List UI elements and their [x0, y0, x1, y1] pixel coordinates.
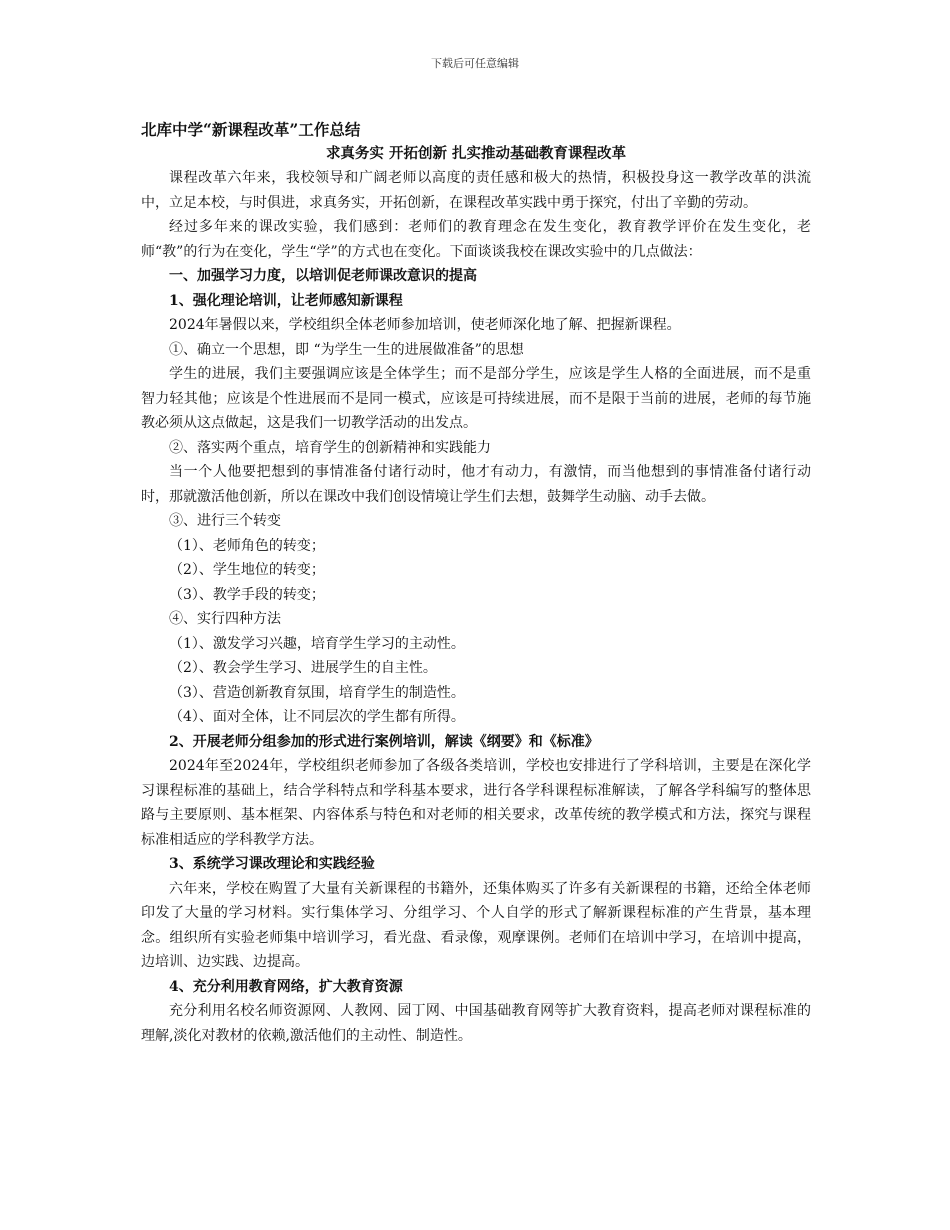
- list-item: （3）、教学手段的转变；: [169, 586, 325, 603]
- paragraph: ②、落实两个重点，培育学生的创新精神和实践能力: [169, 439, 491, 456]
- paragraph: 当一个人他要把想到的事情准备付诸行动时，他才有动力，有激情，而当他想到的事情准备付诸行动时，那就激活他创新，所以在课改中我们创设情境让学生们去想，鼓舞学生动脑、动手去做。: [141, 464, 811, 505]
- list-item: （1）、激发学习兴趣，培育学生学习的主动性。: [169, 635, 465, 652]
- subsection-heading: 3、系统学习课改理论和实践经验: [169, 856, 375, 872]
- document-subtitle: 求真务实 开拓创新 扎实推动基础教育课程改革: [325, 145, 627, 162]
- subsection-heading: 2、开展老师分组参加的形式进行案例培训，解读《纲要》和《标准》: [169, 733, 599, 750]
- paragraph: 2024年至2024年，学校组织老师参加了各级各类培训，学校也安排进行了学科培训，主要是在深化学习课程标准的基础上，结合学科特点和学科基本要求，进行各学科课程标准解读，了解各学科编写的整体思路与主要原则、基本框架、内容体系与特色和对老师的相关要求，改革传统的教学模式和方法，探究与课程标准相适应的学科教学方法。: [141, 758, 811, 848]
- paragraph: ③、进行三个转变: [169, 513, 281, 529]
- document-body: [141, 118, 811, 1048]
- list-item: （2）、学生地位的转变；: [169, 562, 325, 578]
- paragraph: ①、确立一个思想，即 “为学生一生的进展做准备”的思想: [169, 341, 524, 358]
- paragraph: 2024年暑假以来，学校组织全体老师参加培训，使老师深化地了解、把握新课程。: [169, 317, 681, 333]
- section-heading: 一、加强学习力度，以培训促老师课改意识的提高: [169, 268, 477, 284]
- subsection-heading: 4、充分利用教育网络，扩大教育资源: [169, 978, 403, 995]
- page-header-note: 下载后可任意编辑: [431, 57, 519, 70]
- document-title: 北库中学“新课程改革”工作总结: [141, 120, 361, 139]
- paragraph: 充分利用名校名师资源网、人教网、园丁网、中国基础教育网等扩大教育资料，提高老师对课程标准的理解,淡化对教材的依赖,激活他们的主动性、制造性。: [141, 1003, 811, 1044]
- paragraph: 六年来，学校在购置了大量有关新课程的书籍外，还集体购买了许多有关新课程的书籍，还给全体老师印发了大量的学习材料。实行集体学习、分组学习、个人自学的形式了解新课程标准的产生背景，基本理念。组织所有实验老师集中培训学习，看光盘、看录像，观摩课例。老师们在培训中学习，在培训中提高，边培训、边实践、边提高。: [141, 880, 811, 970]
- list-item: （2）、教会学生学习、进展学生的自主性。: [169, 660, 437, 676]
- paragraph: 学生的进展，我们主要强调应该是全体学生；而不是部分学生，应该是学生人格的全面进展，而不是重智力轻其他；应该是个性进展而不是同一模式，应该是可持续进展，而不是限于当前的进展，老师的每节施教必须从这点做起，这是我们一切教学活动的出发点。: [141, 366, 811, 431]
- paragraph: 课程改革六年来，我校领导和广阔老师以高度的责任感和极大的热情，积极投身这一教学改革的洪流中，立足本校，与时俱进，求真务实，开拓创新，在课程改革实践中勇于探究，付出了辛勤的劳动。: [141, 170, 811, 211]
- list-item: （4）、面对全体，让不同层次的学生都有所得。: [169, 709, 465, 725]
- subsection-heading: 1、强化理论培训，让老师感知新课程: [169, 292, 403, 309]
- paragraph: ④、实行四种方法: [169, 611, 281, 627]
- paragraph: 经过多年来的课改实验，我们感到：老师们的教育理念在发生变化，教育教学评价在发生变化，老师“教”的行为在变化，学生“学”的方式也在变化。下面谈谈我校在课改实验中的几点做法：: [141, 219, 811, 260]
- list-item: （3）、营造创新教育氛围，培育学生的制造性。: [169, 684, 465, 701]
- list-item: （1）、老师角色的转变；: [169, 537, 325, 554]
